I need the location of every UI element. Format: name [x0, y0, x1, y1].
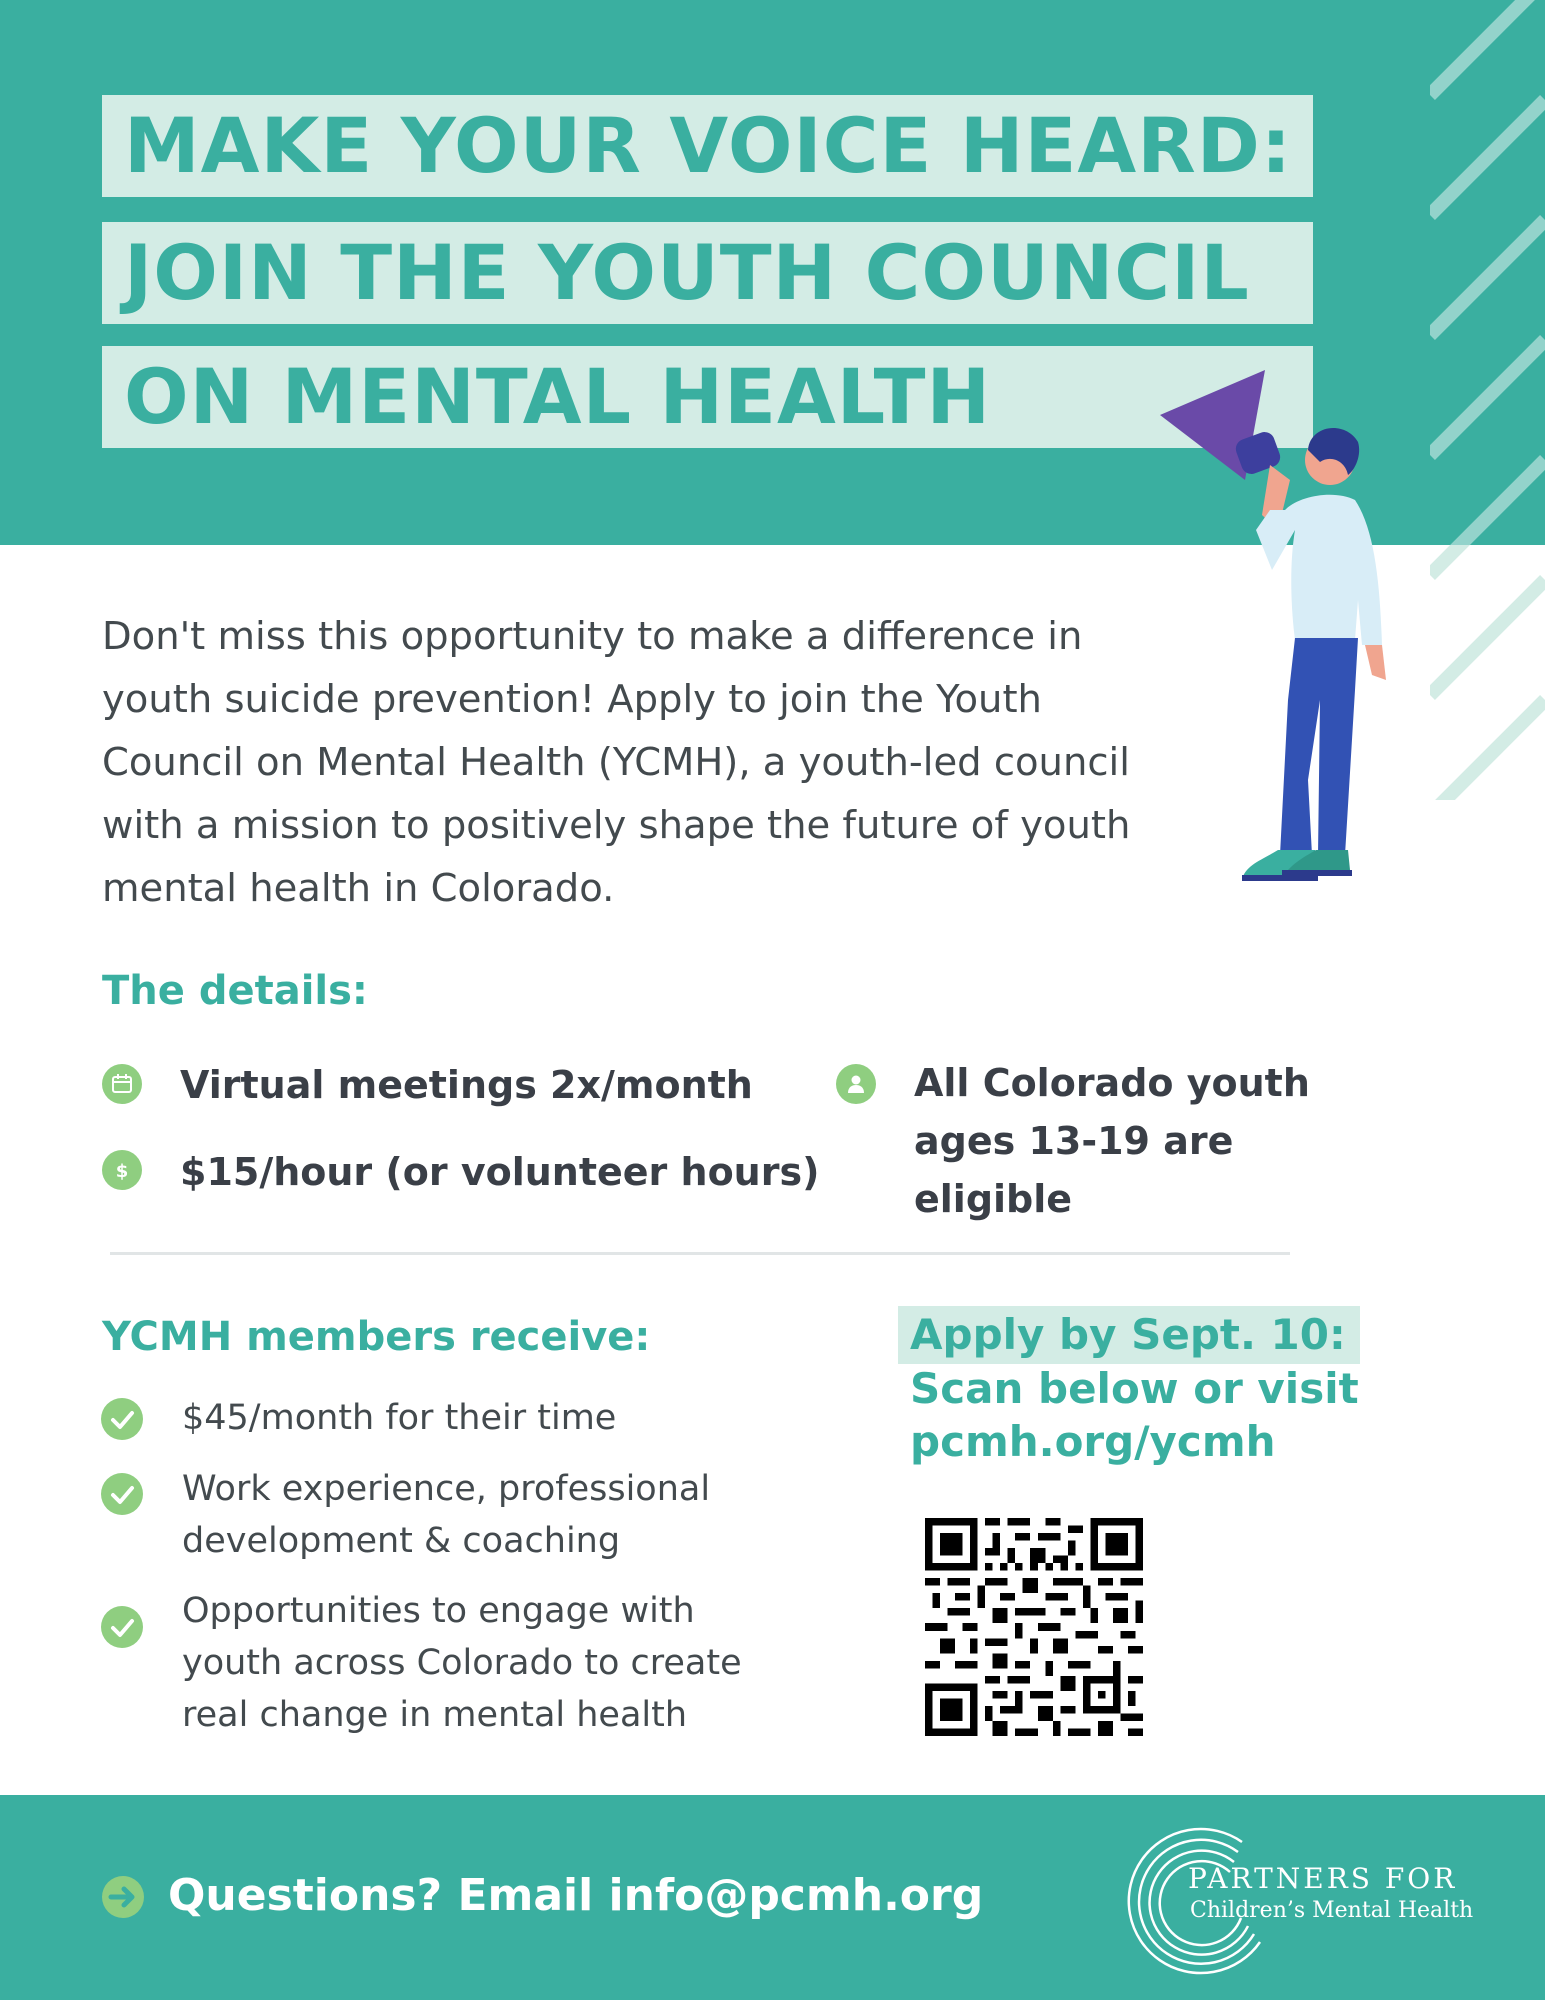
title-line-1: MAKE YOUR VOICE HEARD:: [102, 95, 1313, 197]
section-divider: [110, 1252, 1290, 1255]
benefit-item: Work experience, professional development & coaching: [182, 1469, 711, 1561]
title-line-2: JOIN THE YOUTH COUNCIL: [102, 222, 1313, 324]
org-name-line-2: Children’s Mental Health: [1190, 1898, 1474, 1923]
title-line-3: ON MENTAL HEALTH: [102, 346, 1313, 448]
contact-email-text[interactable]: Questions? Email info@pcmh.org: [168, 1870, 984, 1921]
benefits-heading: YCMH members receive:: [102, 1314, 651, 1360]
checkmark-icon: [101, 1606, 143, 1648]
detail-meetings: Virtual meetings 2x/month: [180, 1063, 753, 1107]
diagonal-stripes-lower: [1430, 545, 1545, 800]
apply-url-link[interactable]: pcmh.org/ycmh: [910, 1417, 1276, 1466]
apply-instruction: Scan below or visit: [910, 1364, 1359, 1413]
intro-paragraph: Don't miss this opportunity to make a difference in youth suicide prevention! Apply to join the Youth Council on Mental Health (YCMH), a youth-led council with a mission to positively shape the future of youth mental health in Colorado.: [102, 614, 1131, 911]
details-heading: The details:: [102, 968, 368, 1014]
calendar-icon: [102, 1064, 142, 1104]
org-name-line-1: PARTNERS FOR: [1188, 1862, 1458, 1895]
benefit-item: $45/month for their time: [182, 1398, 617, 1438]
apply-deadline: Apply by Sept. 10:: [898, 1306, 1360, 1364]
dollar-icon: [102, 1150, 142, 1190]
benefit-item: Opportunities to engage with youth across Colorado to create real change in mental health: [182, 1591, 742, 1735]
detail-pay: $15/hour (or volunteer hours): [180, 1150, 820, 1194]
arrow-right-icon: [100, 1874, 146, 1920]
checkmark-icon: [101, 1473, 143, 1515]
checkmark-icon: [101, 1398, 143, 1440]
person-with-megaphone-illustration: [1150, 370, 1410, 915]
person-icon: [836, 1064, 876, 1104]
svg-text:$: $: [115, 1161, 129, 1182]
detail-eligibility: All Colorado youth ages 13-19 are eligible: [914, 1061, 1310, 1221]
qr-code[interactable]: [925, 1518, 1143, 1736]
